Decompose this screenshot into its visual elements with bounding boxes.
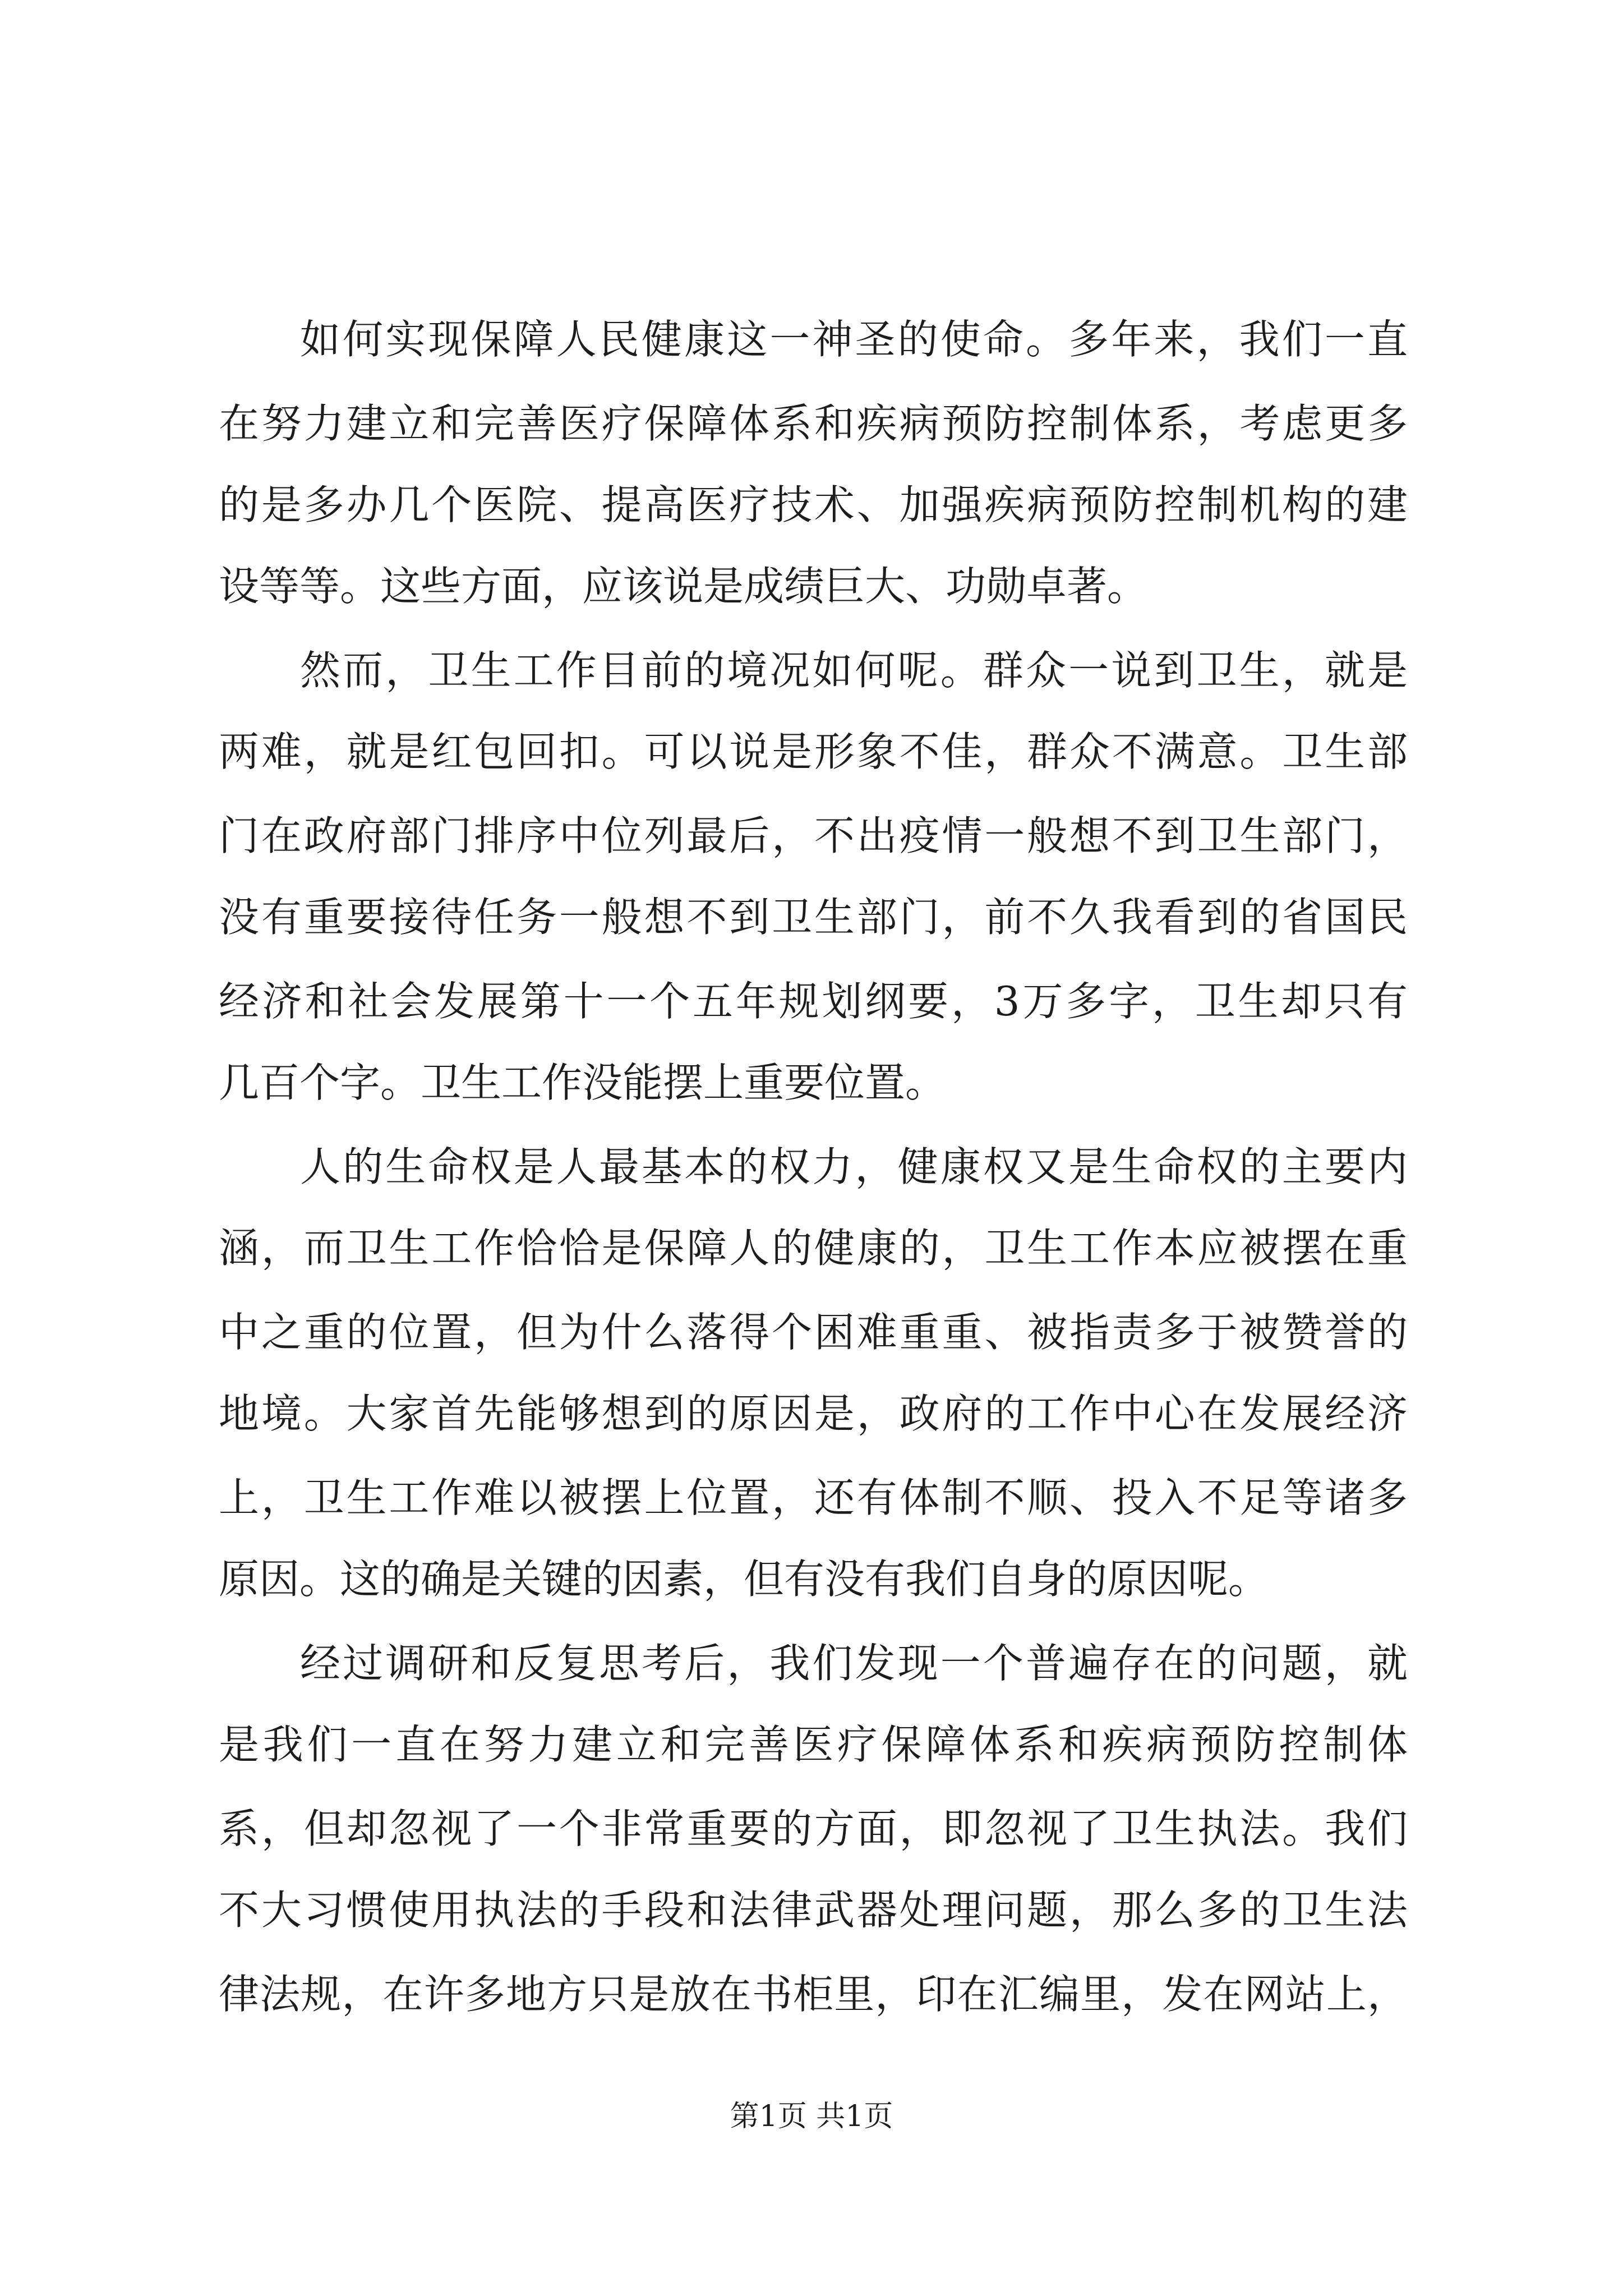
paragraph-2-line-3: 门在政府部门排序中位列最后，不出疫情一般想不到卫生部门， xyxy=(219,812,1408,859)
paragraph-1-line-2: 在努力建立和完善医疗保障体系和疾病预防控制体系，考虑更多 xyxy=(219,400,1408,447)
paragraph-4-line-5: 律法规，在许多地方只是放在书柜里，印在汇编里，发在网站上， xyxy=(219,1971,1408,2018)
paragraph-2-line-1: 然而，卫生工作目前的境况如何呢。群众一说到卫生，就是 xyxy=(300,647,1408,694)
paragraph-3-line-6: 原因。这的确是关键的因素，但有没有我们自身的原因呢。 xyxy=(219,1556,1269,1603)
page-number-footer: 第1页 共1页 xyxy=(730,2100,893,2133)
paragraph-3-line-3: 中之重的位置，但为什么落得个困难重重、被指责多于被赞誉的 xyxy=(219,1309,1408,1356)
paragraph-1-line-4: 设等等。这些方面，应该说是成绩巨大、功勋卓著。 xyxy=(219,563,1148,610)
paragraph-3-line-4: 地境。大家首先能够想到的原因是，政府的工作中心在发展经济 xyxy=(219,1390,1408,1437)
paragraph-4-line-4: 不大习惯使用执法的手段和法律武器处理问题，那么多的卫生法 xyxy=(219,1887,1408,1934)
paragraph-4-line-2: 是我们一直在努力建立和完善医疗保障体系和疾病预防控制体 xyxy=(219,1721,1408,1768)
paragraph-3-line-1: 人的生命权是人最基本的权力，健康权又是生命权的主要内 xyxy=(300,1143,1408,1190)
paragraph-4-line-1: 经过调研和反复思考后，我们发现一个普遍存在的问题，就 xyxy=(300,1640,1408,1687)
paragraph-3-line-2: 涵，而卫生工作恰恰是保障人的健康的，卫生工作本应被摆在重 xyxy=(219,1225,1408,1272)
paragraph-1-line-3: 的是多办几个医院、提高医疗技术、加强疾病预防控制机构的建 xyxy=(219,481,1408,528)
paragraph-2-line-5: 经济和社会发展第十一个五年规划纲要，3万多字，卫生却只有 xyxy=(219,978,1408,1025)
paragraph-1-line-1: 如何实现保障人民健康这一神圣的使命。多年来，我们一直 xyxy=(300,316,1408,363)
paragraph-2-line-4: 没有重要接待任务一般想不到卫生部门，前不久我看到的省国民 xyxy=(219,894,1408,941)
paragraph-4-line-3: 系，但却忽视了一个非常重要的方面，即忽视了卫生执法。我们 xyxy=(219,1805,1408,1852)
paragraph-2-line-2: 两难，就是红包回扣。可以说是形象不佳，群众不满意。卫生部 xyxy=(219,728,1408,775)
paragraph-3-line-5: 上，卫生工作难以被摆上位置，还有体制不顺、投入不足等诸多 xyxy=(219,1474,1408,1521)
paragraph-2-line-6: 几百个字。卫生工作没能摆上重要位置。 xyxy=(219,1059,946,1106)
